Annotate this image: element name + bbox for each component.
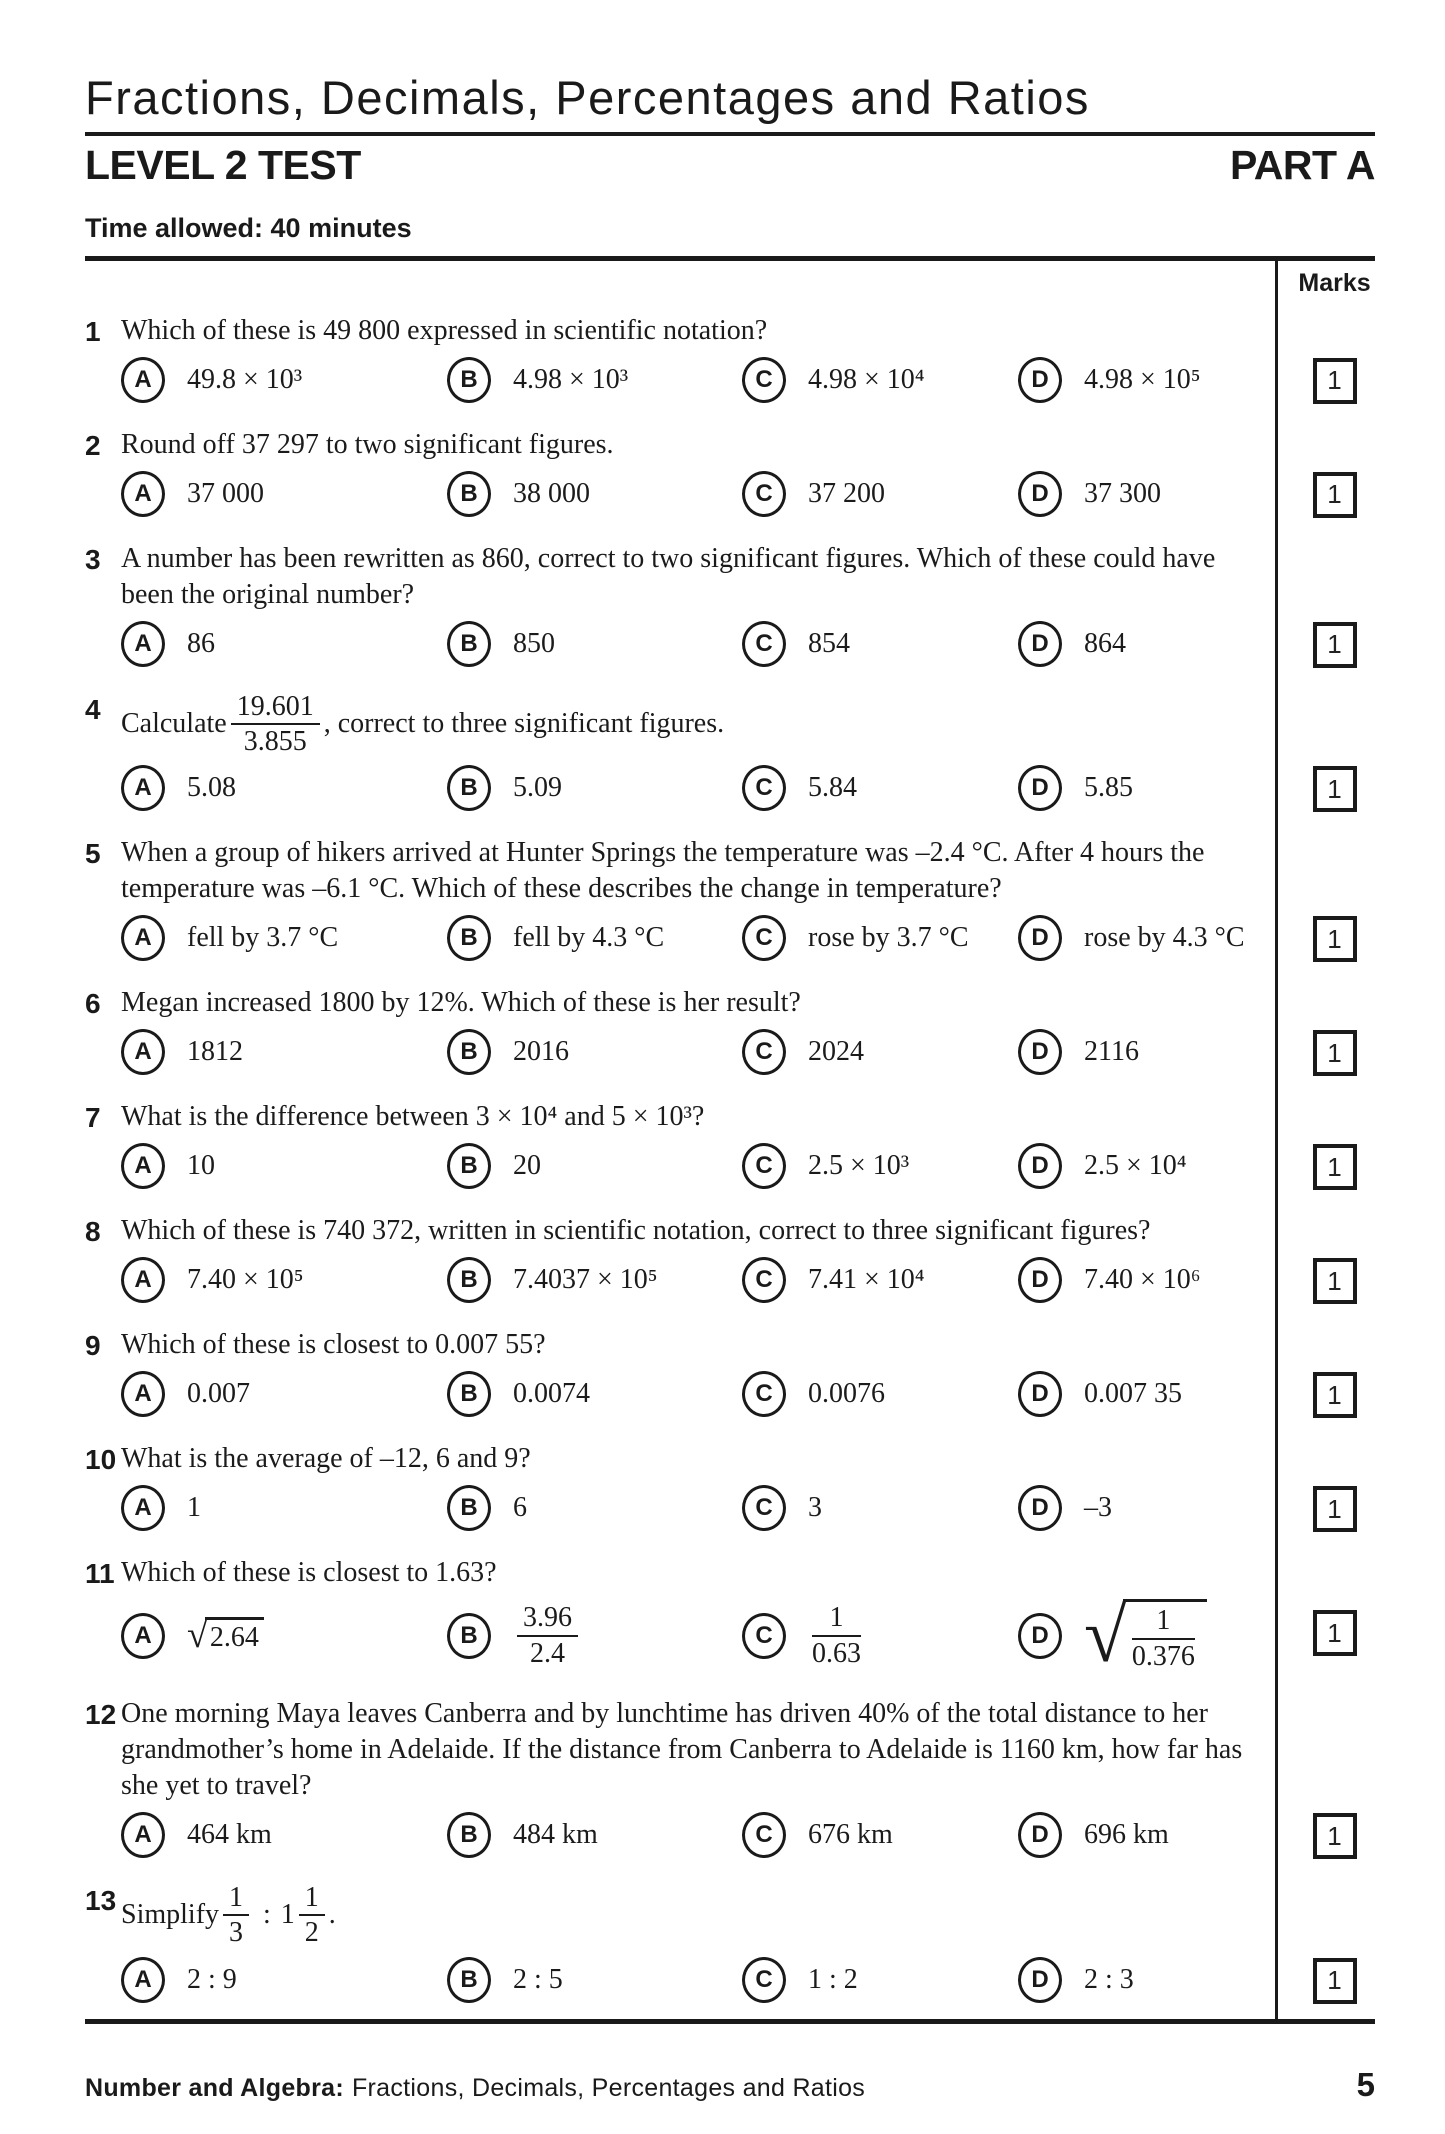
option-letter: A	[121, 915, 165, 961]
options-row	[121, 765, 1245, 811]
option-value: 0.007 35	[1084, 1378, 1182, 1410]
option-c	[742, 621, 1018, 667]
options-row	[121, 1257, 1245, 1303]
option-value: 4.98 × 10³	[513, 363, 629, 395]
option-a	[121, 1485, 447, 1531]
question-4	[85, 683, 1275, 828]
question-number: 5	[85, 838, 101, 870]
option-d	[1018, 1485, 1245, 1531]
option-letter: A	[121, 621, 165, 667]
option-letter: D	[1018, 1257, 1062, 1303]
option-value: 0.0076	[808, 1378, 885, 1410]
option-value: 2.5 × 10³	[808, 1150, 910, 1182]
marks-box: 1	[1313, 916, 1357, 962]
option-d	[1018, 765, 1245, 811]
option-value: 49.8 × 10³	[187, 363, 303, 395]
question-text: Which of these is closest to 0.007 55?	[121, 1329, 546, 1361]
question-text: Which of these is 49 800 expressed in scientific notation?	[121, 314, 768, 346]
option-letter: B	[447, 765, 491, 811]
question-text: What is the difference between 3 × 10⁴ and 5 × 10³?	[121, 1101, 705, 1133]
question-number: 8	[85, 1216, 101, 1248]
option-letter: D	[1018, 1371, 1062, 1417]
option-letter: D	[1018, 1485, 1062, 1531]
option-c	[742, 1371, 1018, 1417]
options-row	[121, 1371, 1245, 1417]
marks-cell	[1275, 1091, 1392, 1205]
option-value: 854	[808, 627, 850, 659]
test-page	[85, 0, 1375, 2134]
question-number: 10	[85, 1444, 117, 1476]
options-row	[121, 1591, 1245, 1679]
question-number: 7	[85, 1102, 101, 1134]
option-value: 484 km	[513, 1819, 598, 1851]
option-value: 3	[808, 1492, 822, 1524]
option-value: 464 km	[187, 1819, 272, 1851]
footer-strand: Number and Algebra:	[85, 2073, 344, 2102]
marks-box: 1	[1313, 1958, 1357, 2004]
part-label: PART A	[1229, 141, 1375, 188]
option-d	[1018, 1371, 1245, 1417]
question-number: 6	[85, 988, 101, 1020]
square-root	[1084, 1591, 1207, 1679]
option-letter: A	[121, 1257, 165, 1303]
marks-cell	[1275, 533, 1392, 683]
option-d	[1018, 1257, 1245, 1303]
option-value: fell by 3.7 °C	[187, 922, 339, 954]
option-value	[187, 1614, 264, 1657]
option-b	[447, 1371, 742, 1417]
marks-column-header	[1275, 261, 1392, 305]
question-1	[85, 305, 1275, 419]
square-root: √ 2.64	[187, 1617, 264, 1654]
marks-cell	[1275, 1205, 1392, 1319]
option-letter: A	[121, 1812, 165, 1858]
option-value: 1	[187, 1492, 201, 1524]
option-value: 86	[187, 627, 215, 659]
question-number: 4	[85, 693, 101, 725]
question-2	[85, 419, 1275, 533]
option-value: 5.08	[187, 772, 236, 804]
fraction-denominator: 3.855	[243, 726, 307, 758]
option-a	[121, 1613, 447, 1659]
option-value: 37 200	[808, 477, 885, 509]
option-value: 7.4037 × 10⁵	[513, 1264, 658, 1296]
footer-topic: Fractions, Decimals, Percentages and Ratios	[351, 2073, 866, 2102]
option-a	[121, 1029, 447, 1075]
time-allowed: Time allowed: 40 minutes	[85, 212, 412, 243]
option-letter: B	[447, 1613, 491, 1659]
option-value: 1 : 2	[808, 1963, 858, 1995]
question-number: 2	[85, 429, 101, 461]
title-rule	[85, 132, 1375, 136]
option-value: 2116	[1084, 1036, 1139, 1068]
fraction-numerator: 3.96	[517, 1602, 578, 1636]
marks-box: 1	[1313, 1610, 1357, 1656]
options-row	[121, 1957, 1245, 2003]
option-b	[447, 621, 742, 667]
option-b	[447, 1257, 742, 1303]
option-a	[121, 915, 447, 961]
option-a	[121, 1957, 447, 2003]
options-row	[121, 621, 1245, 667]
option-value: 2024	[808, 1036, 864, 1068]
option-letter: C	[742, 1257, 786, 1303]
option-d	[1018, 1591, 1245, 1679]
option-value: 4.98 × 10⁴	[808, 363, 925, 395]
option-letter: C	[742, 1143, 786, 1189]
fraction-denominator: 2	[304, 1917, 319, 1949]
fraction	[1132, 1605, 1195, 1672]
fraction	[231, 691, 320, 758]
marks-label: Marks	[1298, 268, 1371, 297]
option-letter: B	[447, 621, 491, 667]
option-b	[447, 471, 742, 517]
option-value: rose by 3.7 °C	[808, 922, 969, 954]
question-number: 3	[85, 543, 101, 575]
option-letter: C	[742, 357, 786, 403]
marks-cell	[1275, 827, 1392, 977]
marks-box: 1	[1313, 472, 1357, 518]
option-c	[742, 1029, 1018, 1075]
fraction-denominator: 3	[229, 1917, 244, 1949]
option-letter: C	[742, 471, 786, 517]
fraction-numerator: 19.601	[231, 691, 320, 725]
option-a	[121, 1143, 447, 1189]
option-d	[1018, 357, 1245, 403]
option-letter: C	[742, 621, 786, 667]
option-value: 2016	[513, 1036, 569, 1068]
radical-sign: √	[1084, 1591, 1127, 1679]
question-number: 9	[85, 1330, 101, 1362]
marks-cell	[1275, 1433, 1392, 1547]
option-b	[447, 1602, 742, 1669]
question-9	[85, 1319, 1275, 1433]
marks-box: 1	[1313, 622, 1357, 668]
page-title: Fractions, Decimals, Percentages and Ratios	[85, 71, 1090, 124]
option-letter: B	[447, 1957, 491, 2003]
option-letter: C	[742, 1485, 786, 1531]
question-text: Megan increased 1800 by 12%. Which of these is her result?	[121, 987, 801, 1019]
option-value: 7.41 × 10⁴	[808, 1264, 925, 1296]
ratio-separator: :	[263, 1899, 271, 1931]
question-8	[85, 1205, 1275, 1319]
option-letter: A	[121, 1613, 165, 1659]
fraction	[812, 1602, 861, 1669]
option-value: –3	[1084, 1492, 1112, 1524]
marks-box: 1	[1313, 1486, 1357, 1532]
option-letter: A	[121, 1485, 165, 1531]
option-value: 38 000	[513, 477, 590, 509]
option-value: 10	[187, 1150, 215, 1182]
option-letter: A	[121, 357, 165, 403]
fraction-numerator: 1	[1132, 1605, 1195, 1639]
options-row	[121, 915, 1245, 961]
option-a	[121, 1371, 447, 1417]
question-number: 13	[85, 1885, 117, 1917]
question-text: Which of these is closest to 1.63?	[121, 1557, 497, 1589]
option-value: 2 : 9	[187, 1963, 237, 1995]
page-number: 5	[1356, 2065, 1375, 2103]
marks-header-spacer	[85, 261, 1275, 305]
question-text	[121, 1882, 1245, 1949]
question-text: A number has been rewritten as 860, correct to two significant figures. Which of these could have been the original number?	[121, 542, 1216, 610]
text-after: , correct to three significant figures.	[323, 708, 725, 740]
level-row	[85, 142, 1375, 189]
option-d	[1018, 1957, 1245, 2003]
options-row	[121, 1143, 1245, 1189]
option-d	[1018, 1812, 1245, 1858]
option-letter: B	[447, 1143, 491, 1189]
option-letter: B	[447, 357, 491, 403]
option-d	[1018, 1029, 1245, 1075]
marks-cell	[1275, 1319, 1392, 1433]
fraction	[223, 1882, 249, 1949]
option-c	[742, 1812, 1018, 1858]
option-value: 2 : 5	[513, 1963, 563, 1995]
level-label: LEVEL 2 TEST	[85, 141, 361, 188]
marks-cell	[1275, 683, 1392, 828]
option-value: 676 km	[808, 1819, 893, 1851]
option-value: 20	[513, 1150, 541, 1182]
page-footer	[85, 2066, 1375, 2134]
option-a	[121, 471, 447, 517]
question-10	[85, 1433, 1275, 1547]
option-a	[121, 621, 447, 667]
marks-box: 1	[1313, 1813, 1357, 1859]
option-c	[742, 1957, 1018, 2003]
question-text: Round off 37 297 to two significant figures.	[121, 428, 614, 460]
option-letter: A	[121, 765, 165, 811]
option-b	[447, 1485, 742, 1531]
option-letter: B	[447, 1812, 491, 1858]
option-letter: D	[1018, 621, 1062, 667]
question-5	[85, 827, 1275, 977]
option-b	[447, 357, 742, 403]
option-c	[742, 1257, 1018, 1303]
option-value: fell by 4.3 °C	[513, 922, 665, 954]
options-row	[121, 357, 1245, 403]
option-letter: B	[447, 471, 491, 517]
option-d	[1018, 1143, 1245, 1189]
option-c	[742, 1143, 1018, 1189]
question-number: 1	[85, 315, 101, 347]
fraction	[517, 1602, 578, 1669]
marks-cell	[1275, 1874, 1392, 2019]
option-letter: C	[742, 1957, 786, 2003]
option-letter: A	[121, 1371, 165, 1417]
option-letter: C	[742, 915, 786, 961]
fraction-denominator: 2.4	[530, 1637, 565, 1669]
marks-box: 1	[1313, 1372, 1357, 1418]
text-before: Calculate	[121, 708, 227, 740]
option-letter: D	[1018, 1812, 1062, 1858]
option-a	[121, 1812, 447, 1858]
option-value: 37 300	[1084, 477, 1161, 509]
marks-box: 1	[1313, 1030, 1357, 1076]
options-row	[121, 1029, 1245, 1075]
option-letter: D	[1018, 1143, 1062, 1189]
option-b	[447, 1029, 742, 1075]
option-value: 5.09	[513, 772, 562, 804]
option-value: 0.007	[187, 1378, 250, 1410]
question-text	[121, 691, 1245, 758]
option-value: 2 : 3	[1084, 1963, 1134, 1995]
option-value: 5.84	[808, 772, 857, 804]
option-b	[447, 765, 742, 811]
marks-box: 1	[1313, 358, 1357, 404]
marks-cell	[1275, 977, 1392, 1091]
text-after: .	[328, 1899, 336, 1931]
marks-box: 1	[1313, 1258, 1357, 1304]
option-value: 37 000	[187, 477, 264, 509]
question-text: Which of these is 740 372, written in scientific notation, correct to three significant figures?	[121, 1215, 1151, 1247]
question-13	[85, 1874, 1275, 2019]
option-letter: C	[742, 765, 786, 811]
option-c	[742, 765, 1018, 811]
option-letter: C	[742, 1812, 786, 1858]
option-value: 2.5 × 10⁴	[1084, 1150, 1187, 1182]
option-letter: D	[1018, 1613, 1062, 1659]
option-value: 7.40 × 10⁶	[1084, 1264, 1201, 1296]
option-value	[1084, 1591, 1207, 1679]
option-value: 0.0074	[513, 1378, 590, 1410]
mixed-number	[281, 1882, 329, 1949]
options-row	[121, 1812, 1245, 1858]
option-letter: B	[447, 1257, 491, 1303]
option-letter: D	[1018, 1029, 1062, 1075]
footer-text	[85, 2074, 865, 2103]
option-letter: D	[1018, 471, 1062, 517]
fraction-numerator: 1	[812, 1602, 861, 1636]
option-value: 850	[513, 627, 555, 659]
question-11	[85, 1547, 1275, 1688]
option-value: 4.98 × 10⁵	[1084, 363, 1201, 395]
option-a	[121, 357, 447, 403]
option-c	[742, 915, 1018, 961]
option-letter: D	[1018, 915, 1062, 961]
fraction	[299, 1882, 325, 1949]
text-before: Simplify	[121, 1899, 220, 1931]
option-b	[447, 1143, 742, 1189]
option-b	[447, 915, 742, 961]
radical-sign: √	[187, 1614, 208, 1657]
option-letter: D	[1018, 1957, 1062, 2003]
marks-box: 1	[1313, 1144, 1357, 1190]
question-text: One morning Maya leaves Canberra and by lunchtime has driven 40% of the total distance to her grandmother’s home in Adelaide. If the distance from Canberra to Adelaide is 1160 km, how far has she yet to travel?	[121, 1698, 1243, 1802]
option-d	[1018, 621, 1245, 667]
option-b	[447, 1957, 742, 2003]
option-c	[742, 471, 1018, 517]
option-letter: D	[1018, 765, 1062, 811]
option-letter: A	[121, 1143, 165, 1189]
fraction-numerator: 1	[223, 1882, 249, 1916]
option-value: 6	[513, 1492, 527, 1524]
option-value: 864	[1084, 627, 1126, 659]
question-number: 11	[85, 1558, 115, 1590]
options-row	[121, 1485, 1245, 1531]
option-c	[742, 1485, 1018, 1531]
options-row	[121, 471, 1245, 517]
fraction-denominator: 0.63	[812, 1637, 861, 1669]
option-b	[447, 1812, 742, 1858]
question-text: What is the average of –12, 6 and 9?	[121, 1443, 531, 1475]
question-number: 12	[85, 1699, 117, 1731]
option-letter: A	[121, 1029, 165, 1075]
option-value: 1812	[187, 1036, 243, 1068]
fraction-numerator: 1	[299, 1882, 325, 1916]
option-a	[121, 765, 447, 811]
option-value: 5.85	[1084, 772, 1133, 804]
option-letter: D	[1018, 357, 1062, 403]
option-letter: B	[447, 1371, 491, 1417]
question-3	[85, 533, 1275, 683]
fraction-denominator: 0.376	[1131, 1640, 1195, 1672]
question-text: When a group of hikers arrived at Hunter Springs the temperature was –2.4 °C. After 4 hours the temperature was –6.1 °C. Which of these describes the change in temperature?	[121, 837, 1205, 905]
question-6	[85, 977, 1275, 1091]
option-d	[1018, 471, 1245, 517]
marks-cell	[1275, 1547, 1392, 1688]
option-c	[742, 1602, 1018, 1669]
option-letter: C	[742, 1371, 786, 1417]
option-value	[513, 1602, 582, 1669]
question-12	[85, 1688, 1275, 1874]
option-value: 696 km	[1084, 1819, 1169, 1851]
option-letter: A	[121, 1957, 165, 2003]
option-letter: B	[447, 915, 491, 961]
marks-cell	[1275, 419, 1392, 533]
test-body	[85, 256, 1375, 2024]
option-d	[1018, 915, 1245, 961]
marks-cell	[1275, 305, 1392, 419]
option-letter: A	[121, 471, 165, 517]
option-c	[742, 357, 1018, 403]
question-7	[85, 1091, 1275, 1205]
option-letter: C	[742, 1613, 786, 1659]
option-value	[808, 1602, 865, 1669]
whole-number: 1	[280, 1899, 295, 1931]
option-letter: B	[447, 1485, 491, 1531]
option-a	[121, 1257, 447, 1303]
option-value: rose by 4.3 °C	[1084, 922, 1245, 954]
marks-box: 1	[1313, 766, 1357, 812]
marks-cell	[1275, 1688, 1392, 1874]
option-value: 7.40 × 10⁵	[187, 1264, 304, 1296]
option-letter: C	[742, 1029, 786, 1075]
option-letter: B	[447, 1029, 491, 1075]
